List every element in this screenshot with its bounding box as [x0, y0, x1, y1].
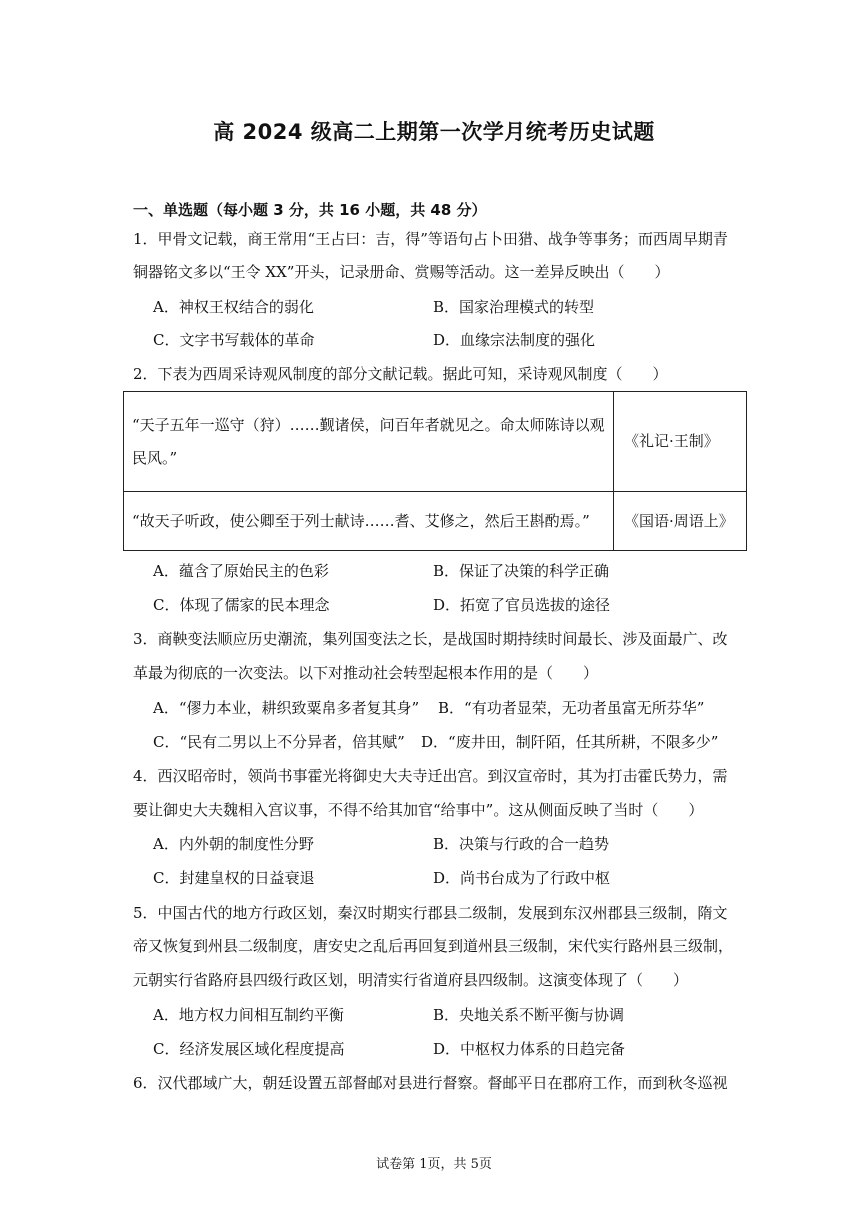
question-5-line-2: 帝又恢复到州县二级制度，唐安史之乱后再回复到道州县三级制，宋代实行路州县三级制，: [133, 937, 734, 955]
question-1-option-d: D．血缘宗法制度的强化: [433, 331, 596, 349]
question-4-line-1: 4．西汉昭帝时，领尚书事霍光将御史大夫寺迁出宫。到汉宣帝时，其为打击霍氏势力，需: [133, 767, 728, 785]
question-1-option-b: B．国家治理模式的转型: [433, 298, 595, 316]
question-3-option-c: C．“民有二男以上不分异者，倍其赋”: [153, 733, 405, 751]
table-quote-cell: “故天子听政，使公卿至于列士献诗……耆、艾修之，然后王斟酌焉。”: [124, 492, 614, 551]
table-source-cell: 《国语·周语上》: [614, 492, 747, 551]
question-1-option-c: C．文字书写载体的革命: [153, 331, 315, 349]
question-4-line-2: 要让御史大夫魏相入宫议事，不得不给其加官“给事中”。这从侧面反映了当时（ ）: [133, 801, 704, 819]
section-heading: 一、单选题（每小题 3 分，共 16 小题，共 48 分）: [133, 201, 487, 219]
question-4-option-b: B．决策与行政的合一趋势: [433, 835, 610, 853]
question-6-line-1: 6．汉代郡域广大，朝廷设置五部督邮对县进行督察。督邮平日在郡府工作，而到秋冬巡视: [133, 1074, 728, 1092]
question-4-option-c: C．封建皇权的日益衰退: [153, 869, 315, 887]
question-5-option-a: A．地方权力间相互制约平衡: [153, 1006, 344, 1024]
question-3-option-d: D．“废井田，制阡陌，任其所耕，不限多少”: [421, 733, 719, 751]
question-5-option-b: B．央地关系不断平衡与协调: [433, 1006, 625, 1024]
page-footer: 试卷第 1页，共 5页: [376, 1157, 492, 1172]
table-row: [124, 492, 747, 551]
table-quote-cell: “天子五年一巡守（狩）……觐诸侯，问百年者就见之。命太师陈诗以观民风。”: [124, 392, 614, 492]
page-title: 高 2024 级高二上期第一次学月统考历史试题: [213, 120, 655, 144]
question-5-line-1: 5．中国古代的地方行政区划，秦汉时期实行郡县二级制，发展到东汉州郡县三级制，隋文: [133, 904, 728, 922]
table-source-cell: 《礼记·王制》: [614, 392, 747, 492]
source-table: [123, 391, 747, 551]
question-1-option-a: A．神权王权结合的弱化: [153, 298, 314, 316]
question-3-option-a: A．“僇力本业，耕织致粟帛多者复其身”: [153, 699, 420, 717]
question-3-option-b: B．“有功者显荣，无功者虽富无所芬华”: [438, 699, 705, 717]
question-2-option-c: C．体现了儒家的民本理念: [153, 596, 330, 614]
question-3-line-2: 革最为彻底的一次变法。以下对推动社会转型起根本作用的是（ ）: [133, 664, 599, 682]
question-2-option-a: A．蕴含了原始民主的色彩: [153, 562, 329, 580]
question-1-line-2: 铜器铭文多以“王令 XX”开头，记录册命、赏赐等活动。这一差异反映出（ ）: [133, 263, 670, 281]
question-2-line-1: 2．下表为西周采诗观风制度的部分文献记载。据此可知，采诗观风制度（ ）: [133, 365, 668, 383]
question-3-line-1: 3．商鞅变法顺应历史潮流，集列国变法之长，是战国时期持续时间最长、涉及面最广、改: [133, 630, 728, 648]
question-4-option-a: A．内外朝的制度性分野: [153, 835, 314, 853]
question-5-option-d: D．中枢权力体系的日趋完备: [433, 1040, 626, 1058]
question-1-line-1: 1．甲骨文记载，商王常用“王占曰：吉，得”等语句占卜田猎、战争等事务；而西周早期青: [133, 230, 728, 248]
question-4-option-d: D．尚书台成为了行政中枢: [433, 869, 611, 887]
question-5-line-3: 元朝实行省路府县四级行政区划，明清实行省道府县四级制。这演变体现了（ ）: [133, 971, 689, 989]
question-5-option-c: C．经济发展区域化程度提高: [153, 1040, 345, 1058]
question-2-option-b: B．保证了决策的科学正确: [433, 562, 610, 580]
question-2-option-d: D．拓宽了官员选拔的途径: [433, 596, 611, 614]
table-row: [124, 392, 747, 492]
